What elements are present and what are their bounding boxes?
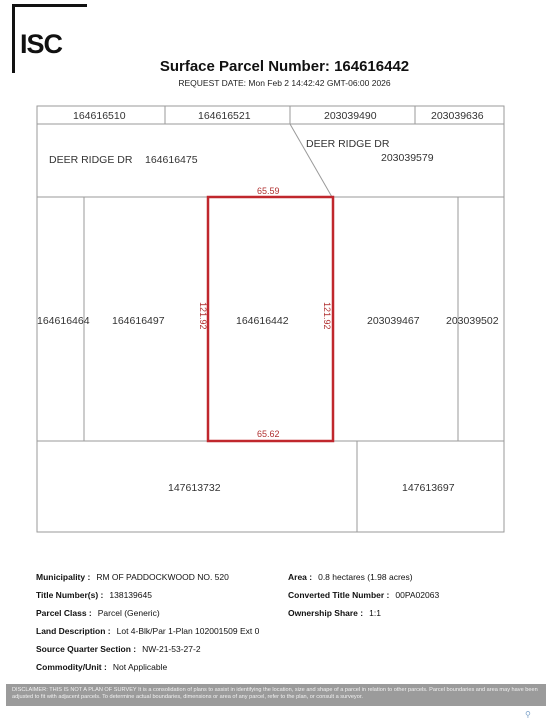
parcel-label-road-left: 164616475 (145, 154, 198, 166)
municipality-label: Municipality : (36, 572, 91, 582)
ownership-value: 1:1 (369, 608, 381, 618)
logo-text: ISC (20, 29, 63, 59)
road-label-right: DEER RIDGE DR (306, 138, 390, 150)
parcel-label-top-3: 203039490 (324, 110, 377, 122)
municipality-row (36, 573, 229, 582)
municipality-value: RM OF PADDOCKWOOD NO. 520 (96, 572, 229, 582)
parcel-label-road-right: 203039579 (381, 152, 434, 164)
dimension-top: 65.59 (257, 186, 280, 196)
ownership-row (288, 609, 381, 618)
converted-title-label: Converted Title Number : (288, 590, 390, 600)
disclaimer-banner: DISCLAIMER: THIS IS NOT A PLAN OF SURVEY It is a consolidation of plans to assist in identifying the location, size and shape of a parcel in relation to other parcels. Parcel boundaries and area may have been adjusted to fit with adjacent parcels. To determine actual boundaries, dimensions or area of any parcel, refer to the plan, or consult a surveyor. (6, 684, 546, 706)
area-label: Area : (288, 572, 313, 582)
dimension-bottom: 65.62 (257, 429, 280, 439)
dimension-left: 121.92 (198, 302, 208, 330)
page-title: Surface Parcel Number: 164616442 (159, 58, 410, 75)
map-pin-icon: ⚲ (525, 710, 531, 719)
parcel-class-value: Parcel (Generic) (97, 608, 160, 618)
title-numbers-row (36, 591, 152, 600)
parcel-label-mid-5: 203039502 (446, 315, 499, 327)
dimension-right: 121.92 (322, 302, 332, 330)
area-value: 0.8 hectares (1.98 acres) (318, 572, 413, 582)
road-label-left: DEER RIDGE DR (49, 154, 133, 166)
parcel-label-bottom-2: 147613697 (402, 482, 455, 494)
converted-title-value: 00PA02063 (395, 590, 440, 600)
parcel-label-top-2: 164616521 (198, 110, 251, 122)
parcel-label-top-4: 203039636 (431, 110, 484, 122)
parcel-label-mid-4: 203039467 (367, 315, 420, 327)
title-numbers-value: 138139645 (109, 590, 152, 600)
source-quarter-row (36, 645, 201, 654)
commodity-row (36, 663, 167, 672)
parcel-label-mid-1: 164616464 (37, 315, 90, 327)
land-description-row (36, 627, 259, 636)
commodity-value: Not Applicable (112, 662, 168, 672)
commodity-label: Commodity/Unit : (36, 662, 107, 672)
source-quarter-value: NW-21-53-27-2 (142, 644, 201, 654)
subject-parcel-label: 164616442 (236, 315, 289, 327)
parcel-class-label: Parcel Class : (36, 608, 92, 618)
parcel-label-bottom-1: 147613732 (168, 482, 221, 494)
source-quarter-label: Source Quarter Section : (36, 644, 137, 654)
parcel-class-row (36, 609, 160, 618)
ownership-label: Ownership Share : (288, 608, 364, 618)
parcel-label-top-1: 164616510 (73, 110, 126, 122)
area-row (288, 573, 413, 582)
converted-title-row (288, 591, 439, 600)
road-diagonal-line (290, 124, 332, 197)
parcel-label-mid-2: 164616497 (112, 315, 165, 327)
request-date: REQUEST DATE: Mon Feb 2 14:42:42 GMT-06:00 2026 (178, 78, 391, 88)
land-description-value: Lot 4-Blk/Par 1-Plan 102001509 Ext 0 (116, 626, 260, 636)
land-description-label: Land Description : (36, 626, 111, 636)
title-numbers-label: Title Number(s) : (36, 590, 104, 600)
